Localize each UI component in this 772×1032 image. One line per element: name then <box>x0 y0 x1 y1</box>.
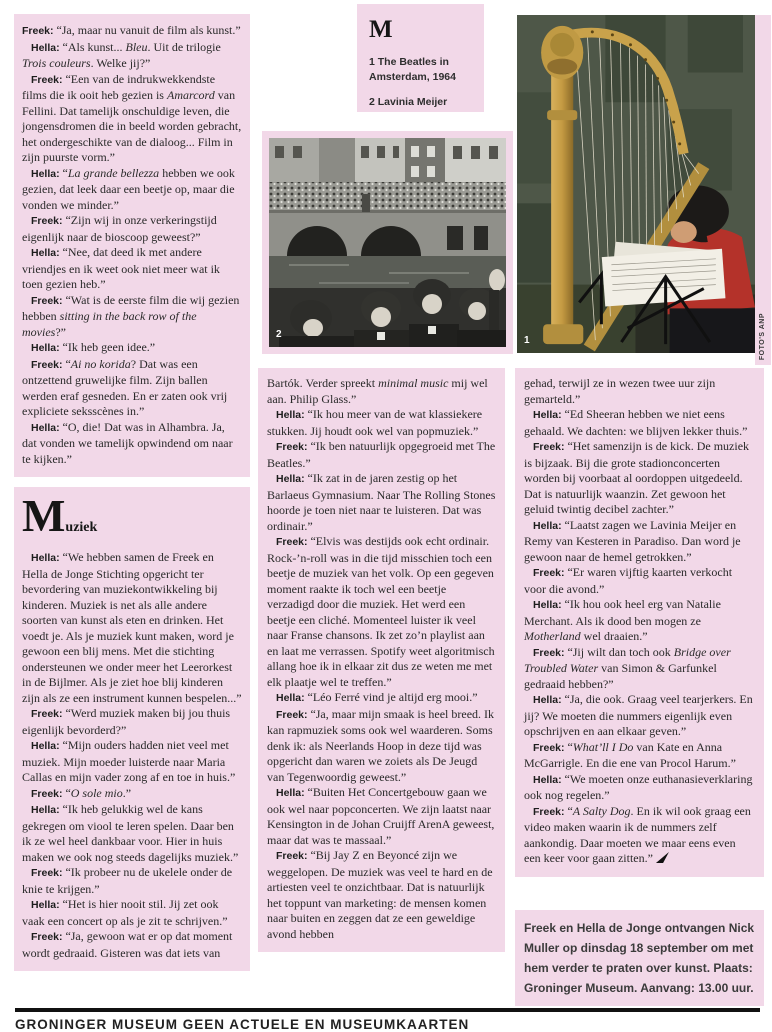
dialogue-paragraph: Hella: “O, die! Dat was in Alhambra. Ja, dat vonden we tamelijk opwindend om naar te kijken.” <box>22 419 233 466</box>
speaker-name: Hella: <box>276 787 308 799</box>
speaker-name: Freek: <box>533 567 568 579</box>
muziek-section-block <box>14 487 250 971</box>
section-heading-rest: uziek <box>65 520 98 535</box>
dialogue-paragraph: Freek: “What’ll I Do van Kate en Anna McGarrigle. En die ene van Procol Harum.” <box>524 739 736 770</box>
speaker-name: Hella: <box>533 599 565 611</box>
muziek-dialogue-paragraphs <box>22 550 242 961</box>
dialogue-paragraph: Hella: “Ik hou ook heel erg van Natalie Merchant. Als ik dood ben mogen ze Motherland wel draaien.” <box>524 597 721 643</box>
speaker-name: Hella: <box>31 167 63 180</box>
dialogue-paragraph: Hella: “We moeten onze euthanasieverklaring ook nog regelen.” <box>524 771 753 802</box>
caption-heading: M <box>369 16 393 43</box>
dialogue-paragraph: Hella: “Ik heb gelukkig wel de kans gekregen om viool te leren spelen. Daar ben ik ze wel heel dankbaar voor. Hier in huis maken we ook nog steeds dagelijks muziek.” <box>22 802 239 864</box>
photo-caption-box <box>357 4 484 112</box>
dialogue-paragraph: Hella: “Buiten Het Concertgebouw gaan we ook wel naar popconcerten. We zijn laatst naar Kensington in de Johan Cruijff ArenA geweest, maar dat was te massaal.” <box>267 785 495 847</box>
speaker-name: Freek: <box>276 708 311 721</box>
beatles-photo <box>269 138 506 347</box>
film-dialogue-paragraphs <box>22 23 242 467</box>
dialogue-paragraph: Freek: “Er waren vijftig kaarten verkocht voor die avond.” <box>524 565 733 596</box>
dialogue-paragraph: Hella: “Ik zat in de jaren zestig op het Barlaeus Gymnasium. Naar The Rolling Stones hoorde je toen niet naar te luisteren. Dat was ordinair.” <box>267 471 496 533</box>
dialogue-paragraph: Hella: “Het is hier nooit stil. Jij zet ook vaak een concert op als je zit te schrijven.” <box>22 897 228 928</box>
dialogue-paragraph: Freek: “Ai no korida? Dat was een ontzettend gruwelijke film. Zijn ballen werden eraf gesneden. En er zaten ook vrij expliciete seksscènes in.” <box>22 356 228 418</box>
dialogue-paragraph: Hella: “We hebben samen de Freek en Hella de Jonge Stichting opgericht ter bevordering van muziekontwikkeling bij kinderen. Muziek is net als alle andere soorten van kunst als eten en drinken. Het voedt je. Als je muziek kunt maken, word je gewoon een blij mens. Met die stichting ondersteunen we onder meer het Leerorkest in de Bijlmer. Als je ziet hoe blij kinderen zijn als ze een instrument kunnen bespelen...” <box>22 550 242 705</box>
speaker-name: Hella: <box>533 773 565 786</box>
dialogue-paragraph: Hella: “Mijn ouders hadden niet veel met muziek. Mijn moeder luisterde naar Maria Callas en mijn vader zong af en toe in huis.” <box>22 738 236 784</box>
speaker-name: Freek: <box>31 358 66 371</box>
speaker-name: Hella: <box>31 421 63 434</box>
speaker-name: Freek: <box>31 215 66 227</box>
dialogue-paragraph: Freek: “Ja, gewoon wat er op dat moment wordt gedraaid. Gisteren was dat iets van <box>22 929 233 960</box>
right-dialogue-paragraphs <box>524 376 755 867</box>
dialogue-paragraph: Hella: “Laatst zagen we Lavinia Meijer en Remy van Kesteren in Paradiso. Dan word je gewoon naar de hemel getrokken.” <box>524 517 741 564</box>
photo-credit-strip <box>755 15 771 365</box>
speaker-name: Hella: <box>31 899 63 911</box>
speaker-name: Freek: <box>276 850 311 862</box>
dialogue-paragraph: Freek: “Bij Jay Z en Beyoncé zijn we weggelopen. De muziek was veel te hard en de artiesten veel te onzichtbaar. Dat is natuurlijk het toppunt van marketing: de mensen komen naar buiten en zeggen dat ze een geweldige avond hebben <box>267 848 493 941</box>
photo-number-harp: 1 <box>524 335 530 346</box>
end-of-article-marker <box>656 852 669 863</box>
harp-photo <box>517 15 755 353</box>
dialogue-paragraph: Hella: “Léo Ferré vind je altijd erg mooi.” <box>276 690 478 704</box>
harp-photo-illustration <box>517 15 755 353</box>
speaker-name: Freek: <box>22 25 57 37</box>
dialogue-paragraph: Bartók. Verder spreekt minimal music mij wel aan. Philip Glass.” <box>267 376 488 406</box>
dialogue-paragraph: Freek: “Ja, maar mijn smaak is heel breed. Ik kan rapmuziek soms ook wel waarderen. Soms denk ik: als Neerlands Hoop in deze tijd was opgericht dan waren we zoiets als De Jeugd van Tegenwoordig geweest.” <box>267 706 495 784</box>
dialogue-paragraph: Hella: “Ed Sheeran hebben we niet eens gehaald. We dachten: we blijven lekker thuis.” <box>524 407 748 438</box>
middle-dialogue-paragraphs <box>267 376 496 942</box>
speaker-name: Freek: <box>31 787 66 800</box>
dialogue-paragraph: Freek: “Zijn wij in onze verkeringstijd eigenlijk naar de bioscoop geweest?” <box>22 213 217 244</box>
dropcap-m: M <box>22 490 66 541</box>
middle-column-text <box>258 368 505 952</box>
dialogue-paragraph: Freek: “Een van de indrukwekkendste films die ik ooit heb gezien is Amarcord van Fellini. Dat tamelijk onschuldige leven, die jongensdromen die in beeld worden gebracht, het ondergeschikte van de dialoog... Film in zijn puurste vorm.” <box>22 71 242 164</box>
dialogue-paragraph: Freek: “Ik ben natuurlijk opgegroeid met The Beatles.” <box>267 439 496 470</box>
dialogue-paragraph: Freek: “Ja, maar nu vanuit de film als kunst.” <box>22 23 241 37</box>
dialogue-paragraph: Freek: “A Salty Dog. En ik wil ook graag een video maken waarin ik de nummers zelf aankondig. Daar moeten we maar eens even een keer voor gaan zitten.” <box>524 803 751 865</box>
dialogue-paragraph: Hella: “Ik hou meer van de wat klassiekere stukken. Jij houdt ook wel van popmuziek.” <box>267 407 483 438</box>
speaker-name: Freek: <box>31 73 66 86</box>
caption-item-beatles: 1 The Beatles in Amsterdam, 1964 <box>369 56 456 83</box>
speaker-name: Freek: <box>276 441 311 453</box>
speaker-name: Freek: <box>533 805 568 818</box>
dialogue-paragraph: Freek: “Jij wilt dan toch ook Bridge over Troubled Water van Simon & Garfunkel gedraaid hebben?” <box>524 644 731 691</box>
left-column <box>14 14 250 971</box>
dialogue-paragraph: Hella: “Nee, dat deed ik met andere vriendjes en ik weet ook niet meer wat ik toen gezien heb.” <box>22 245 220 291</box>
dialogue-paragraph: Freek: “O sole mio.” <box>31 785 132 800</box>
speaker-name: Hella: <box>31 804 63 816</box>
speaker-name: Freek: <box>31 294 66 307</box>
next-article-headline-cutoff: GRONINGER MUSEUM GEEN ACTUELE EN MUSEUMKAARTEN <box>15 1017 470 1032</box>
speaker-name: Hella: <box>533 694 565 706</box>
dialogue-paragraph: Hella: “Ik heb geen idee.” <box>31 340 156 354</box>
speaker-name: Hella: <box>276 409 308 421</box>
speaker-name: Hella: <box>31 41 63 54</box>
photo-credit: FOTO'S ANP <box>759 312 766 360</box>
beatles-photo-frame <box>262 131 513 354</box>
speaker-name: Freek: <box>31 708 66 720</box>
dialogue-paragraph: Freek: “Wat is de eerste film die wij gezien hebben sitting in the back row of the movies?” <box>22 292 240 339</box>
speaker-name: Hella: <box>31 740 63 752</box>
speaker-name: Hella: <box>276 473 308 485</box>
caption-item-lavinia: 2 Lavinia Meijer <box>369 96 448 109</box>
speaker-name: Hella: <box>31 552 63 564</box>
speaker-name: Freek: <box>31 867 66 879</box>
bottom-rule <box>15 1008 760 1012</box>
dialogue-paragraph: Freek: “Ik probeer nu de ukelele onder de knie te krijgen.” <box>22 865 233 896</box>
speaker-name: Freek: <box>533 441 568 453</box>
event-announcement-text: Freek en Hella de Jonge ontvangen Nick Muller op dinsdag 18 september om met hem verder te praten over kunst. Plaats: Groninger Museum. Aanvang: 13.00 uur. <box>524 921 755 995</box>
speaker-name: Hella: <box>533 409 565 421</box>
speaker-name: Freek: <box>533 646 568 659</box>
event-announcement <box>515 910 764 1006</box>
speaker-name: Freek: <box>31 931 66 943</box>
dialogue-paragraph: Hella: “Ja, die ook. Graag veel tearjerkers. En jij? We moeten die nummers eigenlijk even opschrijven en aan elkaar geven.” <box>524 692 753 738</box>
photo-number-beatles: 2 <box>276 329 282 340</box>
speaker-name: Freek: <box>533 741 568 754</box>
speaker-name: Freek: <box>276 536 311 548</box>
speaker-name: Hella: <box>533 519 565 532</box>
dialogue-paragraph: Hella: “Als kunst... Bleu. Uit de trilogie Trois couleurs. Welke jij?” <box>22 39 221 70</box>
section-heading-muziek <box>22 490 242 548</box>
film-dialogue-block <box>14 14 250 477</box>
dialogue-paragraph: Hella: “La grande bellezza hebben we ook gezien, dat leek daar een beetje op, maar die vonden we minder.” <box>22 165 235 212</box>
speaker-name: Hella: <box>276 692 308 704</box>
right-column-text <box>515 368 764 877</box>
speaker-name: Hella: <box>31 247 63 259</box>
dialogue-paragraph: Freek: “Het samenzijn is de kick. De muziek is bijzaak. Bij die grote stadionconcerten worden bij voorbaat al oordoppen uitgedeeld. Dat is natuurlijk waanzin. Zet gewoon het geluid twintig decibel zachter.” <box>524 439 750 516</box>
dialogue-paragraph: Freek: “Elvis was destijds ook echt ordinair. Rock-’n-roll was in die tijd misschien toch een beetje de muziek van het volk. Op een gegeven moment raakte ik toch wel een beetje verzadigd door die muziek. Het werd een beetje een cliché. Momenteel luister ik veel naar Franse chansons. Ik zet zo’n playlist aan en laat me verrassen. Spotify weet algoritmisch allang hoe ik in elkaar zit dus ze weten me met elk plaatje wel te treffen.” <box>267 534 495 689</box>
dialogue-paragraph: gehad, terwijl ze in wezen twee uur zijn gemarteld.” <box>524 376 716 406</box>
dialogue-paragraph: Freek: “Werd muziek maken bij jou thuis eigenlijk bevorderd?” <box>22 706 231 737</box>
beatles-photo-illustration <box>269 138 506 347</box>
speaker-name: Hella: <box>31 342 63 354</box>
